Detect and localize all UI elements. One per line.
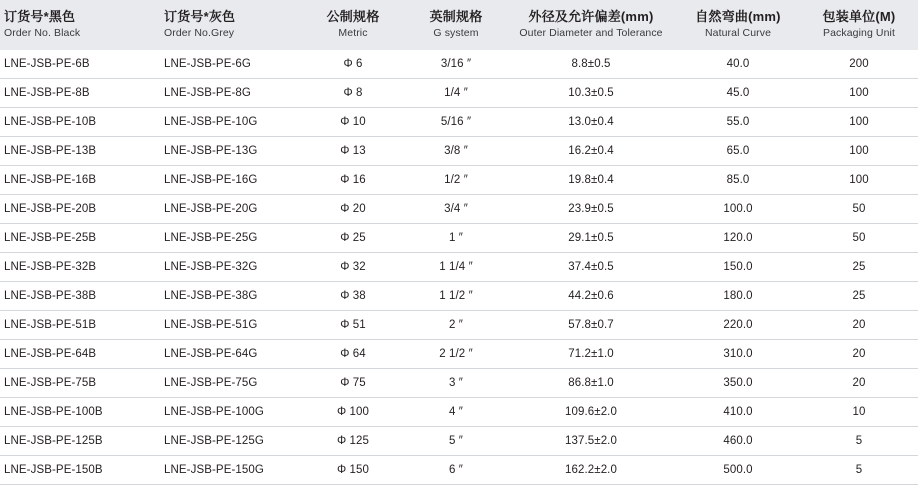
table-row <box>0 282 918 311</box>
cell-outer-diameter: 23.9±0.5 <box>506 195 676 224</box>
cell-natural-curve: 410.0 <box>676 398 800 427</box>
cell-order-no-grey: LNE-JSB-PE-16G <box>160 166 300 195</box>
cell-order-no-black: LNE-JSB-PE-64B <box>0 340 160 369</box>
table-row <box>0 398 918 427</box>
cell-metric: Φ 51 <box>300 311 406 340</box>
column-header-order-no-black <box>0 0 160 50</box>
cell-order-no-black: LNE-JSB-PE-51B <box>0 311 160 340</box>
cell-g-system: 3/16 ″ <box>406 50 506 79</box>
column-header-cn: 外径及允许偏差(mm) <box>528 9 654 24</box>
cell-outer-diameter: 86.8±1.0 <box>506 369 676 398</box>
cell-outer-diameter: 29.1±0.5 <box>506 224 676 253</box>
cell-g-system: 1/2 ″ <box>406 166 506 195</box>
cell-outer-diameter: 8.8±0.5 <box>506 50 676 79</box>
column-header-en: Order No. Black <box>4 27 81 39</box>
cell-natural-curve: 500.0 <box>676 456 800 485</box>
cell-g-system: 3 ″ <box>406 369 506 398</box>
table-row <box>0 108 918 137</box>
cell-outer-diameter: 37.4±0.5 <box>506 253 676 282</box>
column-header-order-no-grey <box>160 0 300 50</box>
column-header-outer-diameter <box>506 0 676 50</box>
table-row <box>0 311 918 340</box>
cell-packaging-unit: 20 <box>800 369 918 398</box>
cell-natural-curve: 85.0 <box>676 166 800 195</box>
cell-outer-diameter: 16.2±0.4 <box>506 137 676 166</box>
cell-natural-curve: 310.0 <box>676 340 800 369</box>
cell-order-no-black: LNE-JSB-PE-100B <box>0 398 160 427</box>
cell-metric: Φ 64 <box>300 340 406 369</box>
cell-packaging-unit: 10 <box>800 398 918 427</box>
table-row <box>0 166 918 195</box>
table-header-row <box>0 0 918 50</box>
cell-outer-diameter: 71.2±1.0 <box>506 340 676 369</box>
cell-g-system: 5/16 ″ <box>406 108 506 137</box>
cell-order-no-grey: LNE-JSB-PE-75G <box>160 369 300 398</box>
cell-metric: Φ 8 <box>300 79 406 108</box>
cell-packaging-unit: 5 <box>800 427 918 456</box>
cell-natural-curve: 180.0 <box>676 282 800 311</box>
cell-natural-curve: 220.0 <box>676 311 800 340</box>
column-header-en: Natural Curve <box>704 27 772 39</box>
table-row <box>0 253 918 282</box>
cell-g-system: 4 ″ <box>406 398 506 427</box>
cell-packaging-unit: 50 <box>800 195 918 224</box>
cell-g-system: 5 ″ <box>406 427 506 456</box>
cell-outer-diameter: 19.8±0.4 <box>506 166 676 195</box>
cell-order-no-grey: LNE-JSB-PE-51G <box>160 311 300 340</box>
cell-outer-diameter: 13.0±0.4 <box>506 108 676 137</box>
cell-natural-curve: 40.0 <box>676 50 800 79</box>
cell-natural-curve: 100.0 <box>676 195 800 224</box>
cell-order-no-grey: LNE-JSB-PE-38G <box>160 282 300 311</box>
cell-g-system: 1 1/2 ″ <box>406 282 506 311</box>
cell-natural-curve: 55.0 <box>676 108 800 137</box>
column-header-en: Order No.Grey <box>164 27 235 39</box>
cell-g-system: 2 ″ <box>406 311 506 340</box>
cell-order-no-black: LNE-JSB-PE-6B <box>0 50 160 79</box>
cell-metric: Φ 150 <box>300 456 406 485</box>
cell-natural-curve: 65.0 <box>676 137 800 166</box>
cell-order-no-grey: LNE-JSB-PE-13G <box>160 137 300 166</box>
cell-metric: Φ 100 <box>300 398 406 427</box>
cell-order-no-black: LNE-JSB-PE-32B <box>0 253 160 282</box>
cell-natural-curve: 120.0 <box>676 224 800 253</box>
cell-order-no-grey: LNE-JSB-PE-25G <box>160 224 300 253</box>
cell-metric: Φ 38 <box>300 282 406 311</box>
column-header-en: G system <box>433 27 479 39</box>
cell-packaging-unit: 25 <box>800 253 918 282</box>
cell-outer-diameter: 44.2±0.6 <box>506 282 676 311</box>
cell-order-no-grey: LNE-JSB-PE-100G <box>160 398 300 427</box>
cell-packaging-unit: 100 <box>800 79 918 108</box>
cell-g-system: 3/4 ″ <box>406 195 506 224</box>
cell-order-no-black: LNE-JSB-PE-8B <box>0 79 160 108</box>
cell-outer-diameter: 10.3±0.5 <box>506 79 676 108</box>
cell-metric: Φ 10 <box>300 108 406 137</box>
cell-natural-curve: 150.0 <box>676 253 800 282</box>
table-row <box>0 427 918 456</box>
cell-metric: Φ 25 <box>300 224 406 253</box>
table-row <box>0 369 918 398</box>
cell-order-no-grey: LNE-JSB-PE-150G <box>160 456 300 485</box>
cell-outer-diameter: 162.2±2.0 <box>506 456 676 485</box>
cell-metric: Φ 16 <box>300 166 406 195</box>
cell-order-no-black: LNE-JSB-PE-150B <box>0 456 160 485</box>
column-header-en: Packaging Unit <box>822 27 896 39</box>
cell-packaging-unit: 200 <box>800 50 918 79</box>
column-header-cn: 公制规格 <box>326 9 380 24</box>
cell-order-no-black: LNE-JSB-PE-10B <box>0 108 160 137</box>
cell-order-no-grey: LNE-JSB-PE-20G <box>160 195 300 224</box>
cell-packaging-unit: 5 <box>800 456 918 485</box>
column-header-packaging-unit <box>800 0 918 50</box>
cell-g-system: 3/8 ″ <box>406 137 506 166</box>
column-header-cn: 订货号*灰色 <box>164 9 236 24</box>
column-header-cn: 自然弯曲(mm) <box>695 9 781 24</box>
table-row <box>0 224 918 253</box>
table-row <box>0 50 918 79</box>
column-header-en: Metric <box>338 27 368 39</box>
cell-packaging-unit: 100 <box>800 108 918 137</box>
cell-order-no-black: LNE-JSB-PE-13B <box>0 137 160 166</box>
column-header-natural-curve <box>676 0 800 50</box>
cell-packaging-unit: 20 <box>800 311 918 340</box>
cell-order-no-black: LNE-JSB-PE-125B <box>0 427 160 456</box>
cell-metric: Φ 75 <box>300 369 406 398</box>
cell-metric: Φ 125 <box>300 427 406 456</box>
column-header-en: Outer Diameter and Tolerance <box>519 27 663 39</box>
cell-order-no-black: LNE-JSB-PE-16B <box>0 166 160 195</box>
cell-packaging-unit: 25 <box>800 282 918 311</box>
column-header-metric <box>300 0 406 50</box>
cell-order-no-grey: LNE-JSB-PE-10G <box>160 108 300 137</box>
cell-packaging-unit: 100 <box>800 137 918 166</box>
table-row <box>0 79 918 108</box>
cell-order-no-grey: LNE-JSB-PE-8G <box>160 79 300 108</box>
cell-metric: Φ 20 <box>300 195 406 224</box>
cell-packaging-unit: 20 <box>800 340 918 369</box>
cell-order-no-grey: LNE-JSB-PE-64G <box>160 340 300 369</box>
table-body <box>0 50 918 485</box>
cell-g-system: 6 ″ <box>406 456 506 485</box>
cell-outer-diameter: 57.8±0.7 <box>506 311 676 340</box>
cell-natural-curve: 460.0 <box>676 427 800 456</box>
cell-metric: Φ 13 <box>300 137 406 166</box>
table-header <box>0 0 918 50</box>
cell-order-no-grey: LNE-JSB-PE-6G <box>160 50 300 79</box>
cell-g-system: 1 1/4 ″ <box>406 253 506 282</box>
column-header-cn: 订货号*黑色 <box>4 9 76 24</box>
cell-outer-diameter: 137.5±2.0 <box>506 427 676 456</box>
cell-order-no-black: LNE-JSB-PE-75B <box>0 369 160 398</box>
table-row <box>0 456 918 485</box>
cell-order-no-black: LNE-JSB-PE-38B <box>0 282 160 311</box>
cell-g-system: 1/4 ″ <box>406 79 506 108</box>
column-header-cn: 包装单位(M) <box>822 9 896 24</box>
cell-order-no-grey: LNE-JSB-PE-125G <box>160 427 300 456</box>
cell-packaging-unit: 100 <box>800 166 918 195</box>
cell-outer-diameter: 109.6±2.0 <box>506 398 676 427</box>
cell-metric: Φ 6 <box>300 50 406 79</box>
column-header-g-system <box>406 0 506 50</box>
table-row <box>0 340 918 369</box>
cell-g-system: 2 1/2 ″ <box>406 340 506 369</box>
cell-metric: Φ 32 <box>300 253 406 282</box>
cell-order-no-grey: LNE-JSB-PE-32G <box>160 253 300 282</box>
cell-order-no-black: LNE-JSB-PE-25B <box>0 224 160 253</box>
table-row <box>0 195 918 224</box>
table-row <box>0 137 918 166</box>
column-header-cn: 英制规格 <box>429 9 483 24</box>
cell-g-system: 1 ″ <box>406 224 506 253</box>
cell-natural-curve: 45.0 <box>676 79 800 108</box>
cell-order-no-black: LNE-JSB-PE-20B <box>0 195 160 224</box>
cell-natural-curve: 350.0 <box>676 369 800 398</box>
cell-packaging-unit: 50 <box>800 224 918 253</box>
